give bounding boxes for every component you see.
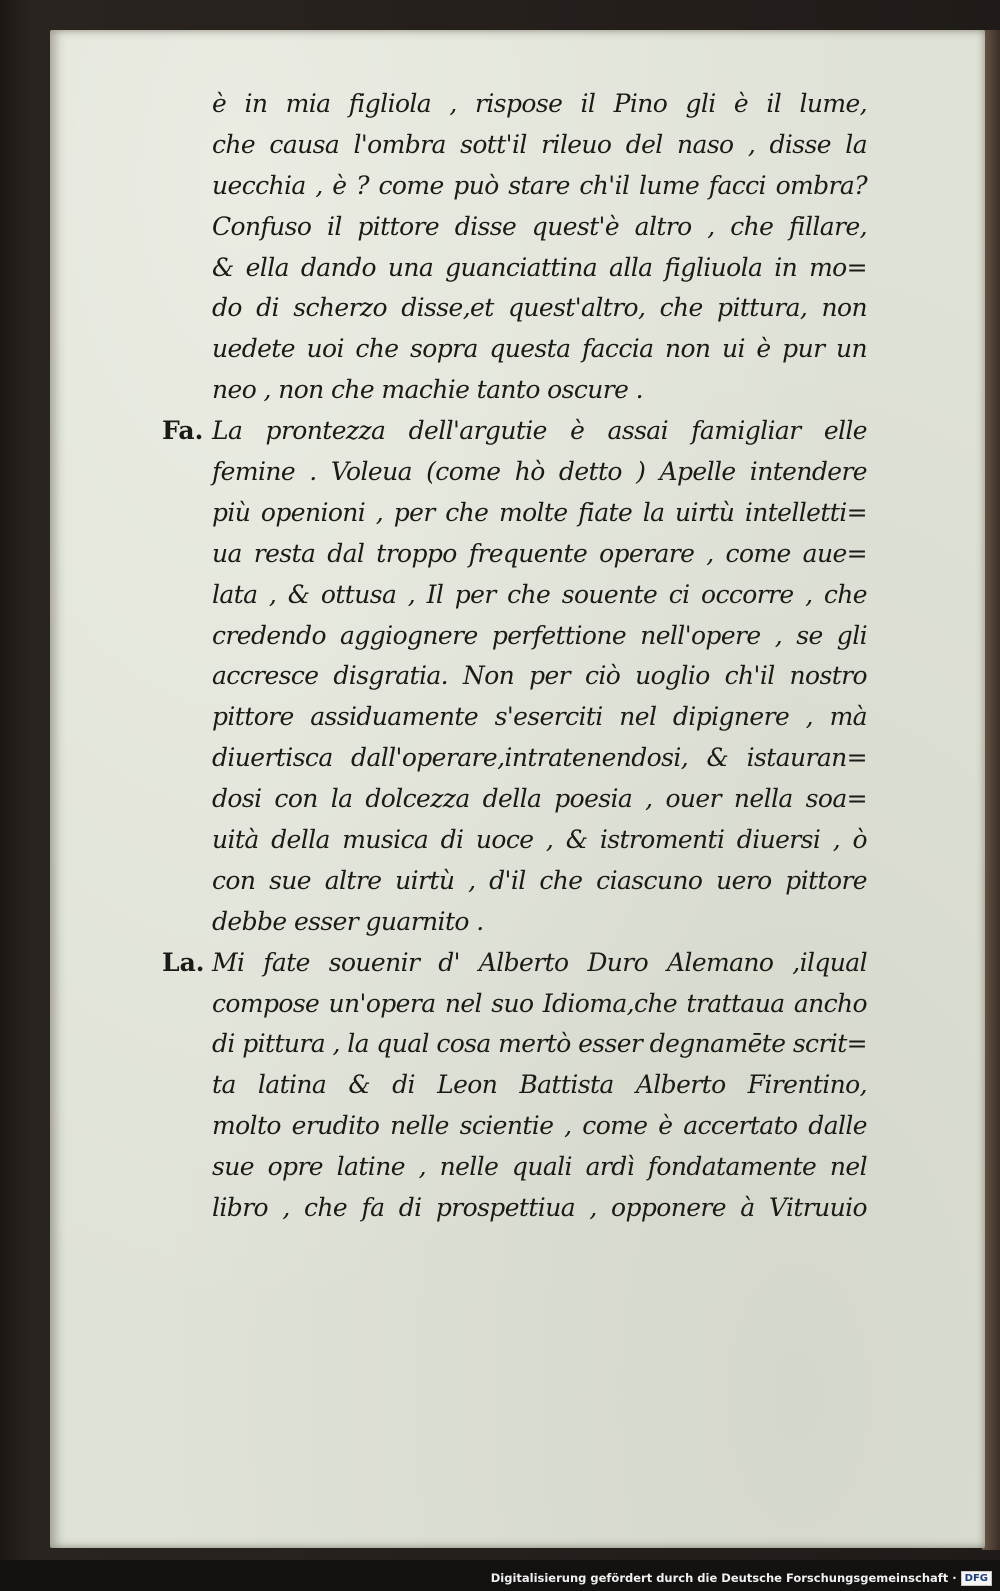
line-text: neo , non che machie tanto oscure . — [212, 375, 644, 405]
line-text: ta latina & di Leon Battista Alberto Firentino, — [212, 1070, 867, 1100]
text-line — [212, 1147, 867, 1188]
line-text: molto erudito nelle scientie , come è accertato dalle — [212, 1111, 867, 1141]
speaker-label: Fa. — [162, 416, 204, 446]
line-text: La prontezza dell'argutie è assai famigliar elle — [212, 416, 867, 446]
line-text: & ella dando una guanciattina alla figliuola in mo= — [212, 252, 867, 282]
text-line — [212, 248, 867, 289]
line-text: sue opre latine , nelle quali ardì fondatamente nel — [212, 1152, 867, 1182]
line-text: compose un'opera nel suo Idioma,che trattaua ancho — [212, 988, 867, 1018]
line-text: pittore assiduamente s'eserciti nel dipignere , mà — [212, 702, 867, 732]
text-line — [212, 329, 867, 370]
line-text: con sue altre uirtù , d'il che ciascuno uero pittore — [212, 865, 867, 895]
text-line — [212, 616, 867, 657]
page-text-block — [162, 84, 867, 1229]
text-line — [212, 84, 867, 125]
text-line — [212, 820, 867, 861]
text-line — [212, 452, 867, 493]
line-text: uità della musica di uoce , & istromenti diuersi , ò — [212, 825, 867, 855]
text-line — [212, 779, 867, 820]
text-line — [212, 1106, 867, 1147]
line-text: Mi fate souenir d' Alberto Duro Alemano ,ilqual — [212, 947, 867, 977]
line-text: più openioni , per che molte fiate la uirtù intelletti= — [212, 497, 867, 527]
dfg-logo-icon[interactable]: DFG — [961, 1571, 992, 1586]
text-line — [212, 493, 867, 534]
text-line — [212, 902, 867, 943]
text-line — [212, 534, 867, 575]
line-text: libro , che fa di prospettiua , opponere à Vitruuio — [212, 1193, 867, 1223]
line-text: diuertisca dall'operare,intratenendosi, & istauran= — [212, 743, 867, 773]
text-line — [212, 288, 867, 329]
footer-credit: Digitalisierung gefördert durch die Deutsche Forschungsgemeinschaft · — [490, 1571, 957, 1585]
text-line — [212, 738, 867, 779]
speaker-label: La. — [162, 947, 205, 977]
text-line — [212, 1065, 867, 1106]
line-text: lata , & ottusa , Il per che souente ci occorre , che — [212, 579, 867, 609]
line-text: accresce disgratia. Non per ciò uoglio ch'il nostro — [212, 661, 867, 691]
line-text: è in mia figliola , rispose il Pino gli è il lume, — [212, 89, 867, 118]
text-line — [212, 207, 867, 248]
text-line — [212, 656, 867, 697]
text-line — [212, 861, 867, 902]
text-line — [212, 575, 867, 616]
line-text: ua resta dal troppo frequente operare , come aue= — [212, 538, 867, 568]
text-line — [162, 943, 867, 984]
line-text: credendo aggiognere perfettione nell'opere , se gli — [212, 620, 867, 650]
text-line — [212, 697, 867, 738]
text-line — [162, 411, 867, 452]
text-line — [212, 1024, 867, 1065]
line-text: di pittura , la qual cosa mertò esser degnamēte scrit= — [212, 1029, 867, 1059]
line-text: Confuso il pittore disse quest'è altro , che fillare, — [212, 211, 867, 241]
text-line — [212, 166, 867, 207]
text-line — [212, 1188, 867, 1229]
line-text: uedete uoi che sopra questa faccia non ui è pur un — [212, 334, 867, 364]
line-text: che causa l'ombra sott'il rileuo del naso , disse la — [212, 129, 867, 159]
line-text: debbe esser guarnito . — [212, 906, 484, 936]
text-line — [212, 370, 867, 411]
text-line — [212, 984, 867, 1025]
text-line — [212, 125, 867, 166]
digitization-footer — [491, 1569, 992, 1587]
line-text: dosi con la dolcezza della poesia , ouer nella soa= — [212, 784, 867, 814]
line-text: femine . Voleua (come hò detto ) Apelle intendere — [212, 457, 867, 487]
line-text: uecchia , è ? come può stare ch'il lume facci ombra? — [212, 170, 867, 200]
line-text: do di scherzo disse,et quest'altro, che pittura, non — [212, 293, 867, 323]
